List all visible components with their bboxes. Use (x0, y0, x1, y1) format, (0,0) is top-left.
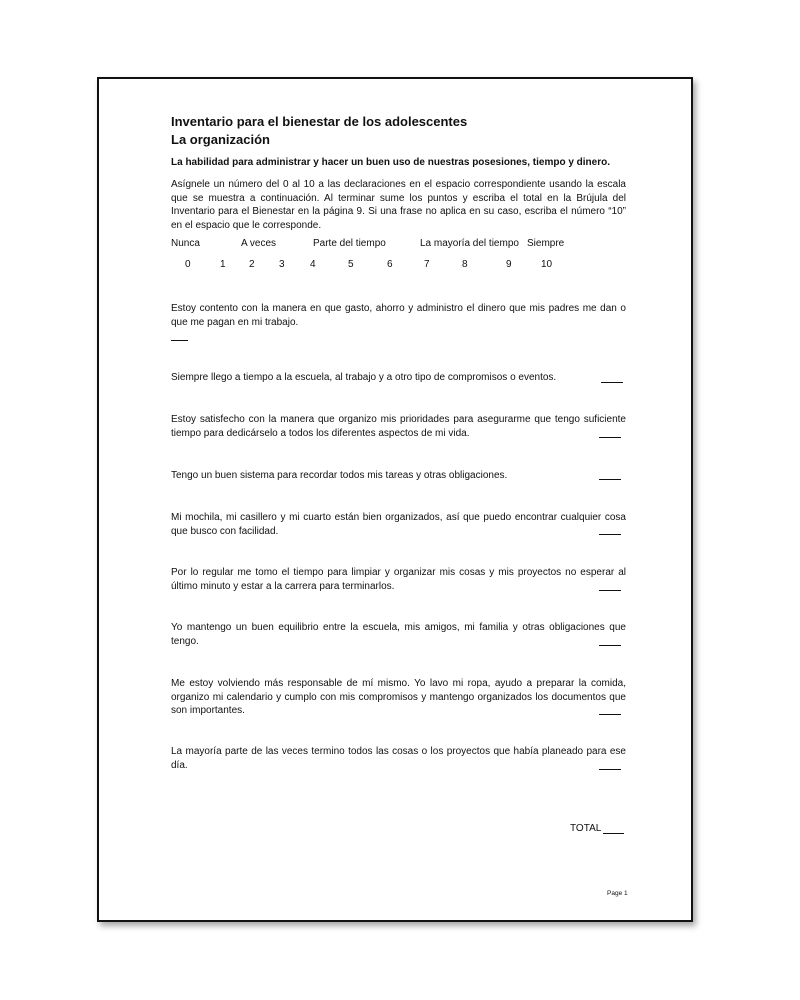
answer-blank-6[interactable] (599, 590, 621, 591)
scale-number: 6 (387, 259, 393, 270)
scale-number: 10 (541, 259, 553, 270)
document-title: Inventario para el bienestar de los adolescentes (171, 114, 468, 129)
statement-8: Me estoy volviendo más responsable de mí mismo. Yo lavo mi ropa, ayudo a preparar la comida, organizo mi calendario y cumplo con mis compromisos y mantengo organizados los documentos que son importantes. (171, 678, 626, 716)
answer-blank-7[interactable] (599, 645, 621, 646)
section-title: La organización (171, 132, 270, 147)
scale-number: 0 (185, 259, 191, 270)
answer-blank-4[interactable] (599, 479, 621, 480)
answer-blank-5[interactable] (599, 534, 621, 535)
page-number: Page 1 (607, 890, 628, 897)
scale-number: 1 (220, 259, 226, 270)
statement-1: Estoy contento con la manera en que gasto, ahorro y administro el dinero que mis padres me dan o que me pagan en mi trabajo. (171, 303, 626, 328)
answer-blank-8[interactable] (599, 714, 621, 715)
statement-6: Por lo regular me tomo el tiempo para limpiar y organizar mis cosas y mis proyectos no esperar al último minuto y estar a la carrera para terminarlos. (171, 567, 626, 592)
section-subtitle: La habilidad para administrar y hacer un buen uso de nuestras posesiones, tiempo y dinero. (171, 157, 610, 168)
scale-label-part-time: Parte del tiempo (313, 238, 386, 249)
scale-number: 3 (279, 259, 285, 270)
answer-blank-9[interactable] (599, 769, 621, 770)
answer-blank-2[interactable] (601, 382, 623, 383)
scale-number: 7 (424, 259, 430, 270)
scale-label-always: Siempre (527, 238, 565, 249)
scale-label-most-time: La mayoría del tiempo (420, 238, 519, 249)
answer-blank-1[interactable] (171, 340, 188, 341)
statement-3: Estoy satisfecho con la manera que organizo mis prioridades para asegurarme que tengo suficiente tiempo para dedicárselo a todos los diferentes aspectos de mi vida. (171, 414, 626, 439)
statement-5: Mi mochila, mi casillero y mi cuarto están bien organizados, así que puedo encontrar cualquier cosa que busco con facilidad. (171, 512, 626, 537)
scale-number: 2 (249, 259, 255, 270)
statement-9: La mayoría parte de las veces termino todos las cosas o los proyectos que había planeado para ese día. (171, 746, 626, 771)
document-page (97, 77, 693, 922)
scale-label-sometimes: A veces (241, 238, 277, 249)
total-label: TOTAL (570, 823, 602, 834)
total-blank[interactable] (603, 833, 624, 834)
answer-blank-3[interactable] (599, 437, 621, 438)
statement-7: Yo mantengo un buen equilibrio entre la escuela, mis amigos, mi familia y otras obligaciones que tengo. (171, 622, 626, 647)
statement-4: Tengo un buen sistema para recordar todos mis tareas y otras obligaciones. (171, 470, 508, 481)
instructions-paragraph: Asígnele un número del 0 al 10 a las declaraciones en el espacio correspondiente usando la escala que se muestra a continuación. Al terminar sume los puntos y escriba el total en la Brújula del Inventario para el Bienestar en la página 9. Si una frase no aplica en su caso, escriba el número “10” en el espacio que le corresponde. (171, 179, 626, 231)
statement-2: Siempre llego a tiempo a la escuela, al trabajo y a otro tipo de compromisos o eventos. (171, 372, 557, 383)
document-title-block (171, 113, 467, 149)
scale-number: 9 (506, 259, 512, 270)
scale-number: 5 (348, 259, 354, 270)
scale-label-never: Nunca (171, 238, 200, 249)
scale-number: 8 (462, 259, 468, 270)
scale-number: 4 (310, 259, 316, 270)
